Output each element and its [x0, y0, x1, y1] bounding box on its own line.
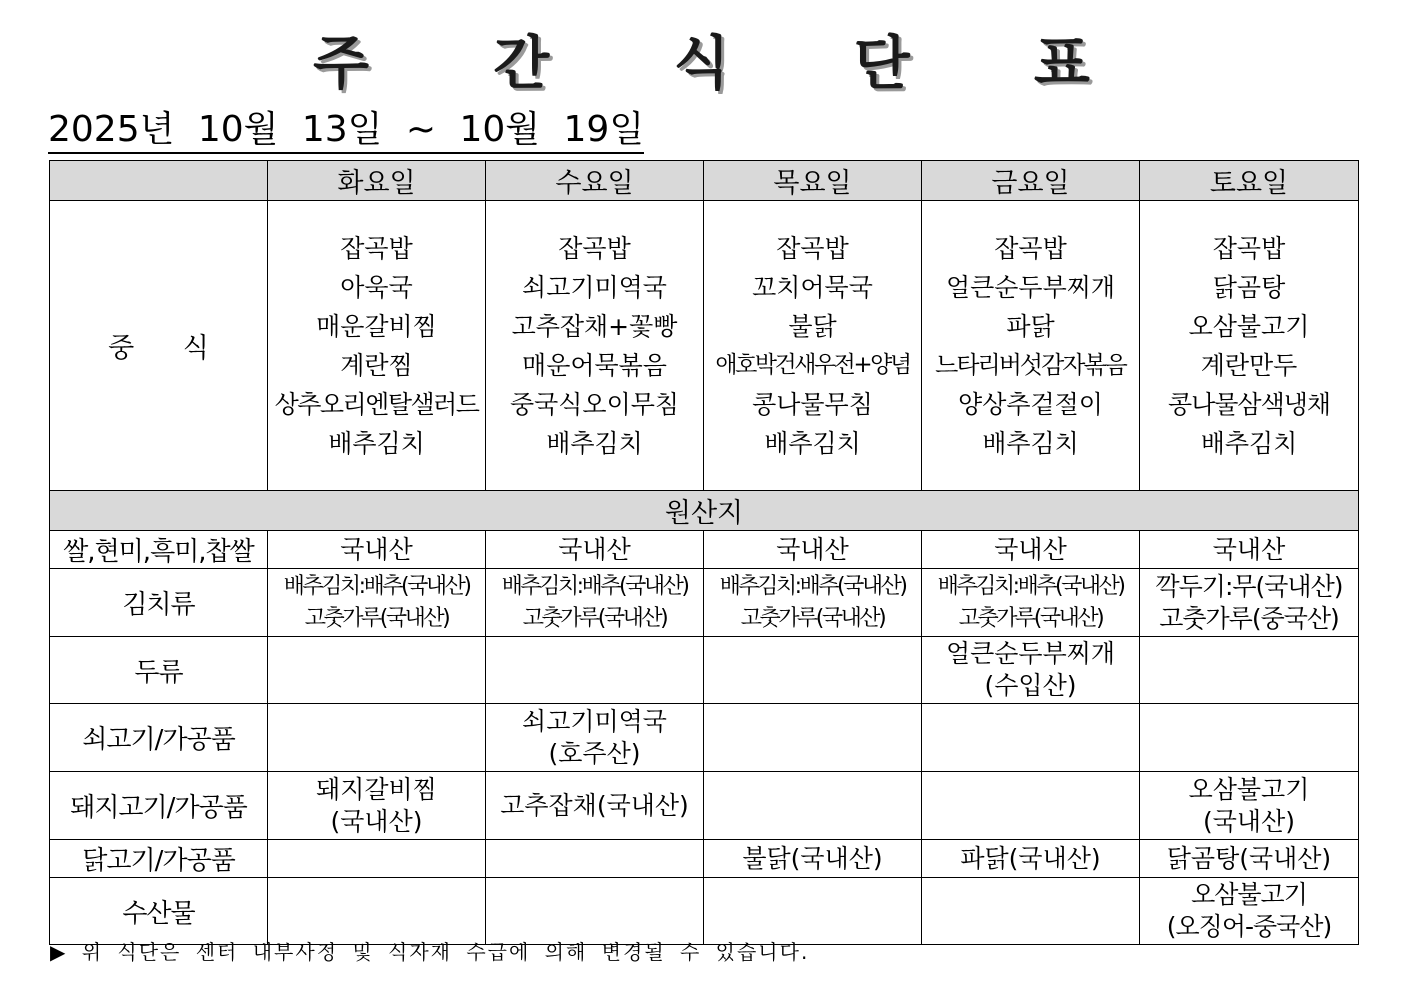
origin-line: (국내산)	[1203, 806, 1295, 836]
origin-row	[50, 772, 1359, 840]
origin-line: 고춧가루(국내산)	[740, 605, 885, 631]
weekly-menu-table	[49, 160, 1359, 945]
origin-cell: 국내산	[1140, 531, 1359, 569]
dish: 매운어묵볶음	[522, 350, 667, 380]
origin-line: 깍두기:무(국내산)	[1155, 571, 1343, 601]
origin-cell	[268, 637, 486, 704]
menu-cell	[704, 201, 922, 491]
origin-line: 배추김치:배추(국내산)	[501, 573, 688, 599]
dish: 계란만두	[1200, 350, 1298, 380]
dish: 배추김치	[764, 428, 861, 458]
origin-row	[50, 704, 1359, 772]
day-header: 화요일	[268, 161, 486, 201]
origin-row	[50, 531, 1359, 569]
origin-cell	[486, 704, 704, 772]
dish: 쇠고기미역국	[522, 272, 667, 302]
origin-row	[50, 878, 1359, 945]
origin-line: (수입산)	[984, 671, 1077, 700]
day-header: 수요일	[486, 161, 704, 201]
footnote: ▶ 위 식단은 센터 내부사정 및 식자재 수급에 의해 변경될 수 있습니다.	[50, 940, 810, 964]
origin-line: 고춧가루(국내산)	[522, 605, 667, 631]
dish: 배추김치	[1200, 428, 1298, 458]
origin-line: (국내산)	[330, 806, 423, 836]
origin-category: 쇠고기/가공품	[50, 704, 268, 772]
origin-category: 두류	[50, 637, 268, 704]
origin-cell	[704, 569, 922, 637]
dish: 양상추겉절이	[958, 389, 1103, 419]
lunch-row	[50, 201, 1359, 491]
origin-category: 수산물	[50, 878, 268, 945]
origin-cell	[922, 704, 1140, 772]
origin-row	[50, 840, 1359, 878]
origin-cell	[922, 569, 1140, 637]
day-header: 금요일	[922, 161, 1140, 201]
origin-line: 고춧가루(국내산)	[958, 605, 1103, 631]
dish: 배추김치	[328, 428, 425, 458]
origin-line: 오삼불고기	[1188, 774, 1310, 804]
origin-cell	[1140, 637, 1359, 704]
corner-cell	[50, 161, 268, 201]
origin-cell	[1140, 569, 1359, 637]
dish: 매운갈비찜	[316, 311, 437, 341]
dish: 잡곡밥	[1212, 233, 1286, 263]
origin-cell	[486, 840, 704, 878]
origin-cell	[704, 704, 922, 772]
origin-cell	[1140, 772, 1359, 840]
origin-line: 얼큰순두부찌개	[945, 639, 1116, 668]
dish: 애호박건새우전+양념	[715, 351, 910, 378]
origin-cell	[922, 772, 1140, 840]
day-header: 목요일	[704, 161, 922, 201]
date-range: 2025년 10월 13일 ~ 10월 19일	[48, 108, 644, 154]
dish: 잡곡밥	[340, 233, 413, 263]
origin-header-row	[50, 491, 1359, 531]
dish: 꼬치어묵국	[752, 272, 873, 302]
origin-row	[50, 637, 1359, 704]
dish: 불닭	[788, 311, 837, 341]
origin-cell: 국내산	[268, 531, 486, 569]
dish: 느타리버섯감자볶음	[935, 350, 1126, 379]
origin-cell: 불닭(국내산)	[704, 840, 922, 878]
origin-cell: 파닭(국내산)	[922, 840, 1140, 878]
day-header-row	[50, 161, 1359, 201]
origin-cell	[268, 878, 486, 945]
origin-cell	[268, 569, 486, 637]
dish: 파닭	[1006, 311, 1055, 341]
origin-cell	[268, 840, 486, 878]
origin-cell	[922, 637, 1140, 704]
origin-cell	[922, 878, 1140, 945]
origin-category: 닭고기/가공품	[50, 840, 268, 878]
origin-title: 원산지	[50, 491, 1359, 531]
origin-category: 김치류	[50, 569, 268, 637]
origin-row	[50, 569, 1359, 637]
origin-line: 고춧가루(중국산)	[1159, 603, 1339, 633]
origin-line: (호주산)	[548, 738, 641, 768]
origin-line: 고추잡채(국내산)	[500, 790, 689, 820]
origin-line: 배추김치:배추(국내산)	[719, 573, 906, 599]
origin-line: 오삼불고기	[1191, 880, 1307, 909]
origin-category: 돼지고기/가공품	[50, 772, 268, 840]
dish: 계란찜	[340, 350, 413, 380]
origin-line: 배추김치:배추(국내산)	[937, 573, 1124, 599]
origin-cell: 국내산	[486, 531, 704, 569]
origin-cell	[1140, 704, 1359, 772]
origin-cell	[704, 772, 922, 840]
origin-line: 쇠고기미역국	[522, 706, 667, 736]
origin-category: 쌀,현미,흑미,찹쌀	[50, 531, 268, 569]
dish: 상추오리엔탈샐러드	[274, 389, 479, 419]
dish: 잡곡밥	[994, 233, 1067, 263]
origin-line: 고춧가루(국내산)	[304, 605, 449, 631]
origin-cell: 국내산	[704, 531, 922, 569]
dish: 잡곡밥	[776, 233, 849, 263]
dish: 아욱국	[340, 272, 413, 302]
origin-cell	[486, 637, 704, 704]
origin-cell: 닭곰탕(국내산)	[1140, 840, 1359, 878]
dish: 오삼불고기	[1188, 311, 1310, 341]
menu-cell	[486, 201, 704, 491]
origin-cell	[704, 878, 922, 945]
origin-cell	[486, 569, 704, 637]
dish: 잡곡밥	[558, 233, 631, 263]
origin-cell	[486, 878, 704, 945]
origin-cell	[486, 772, 704, 840]
dish: 콩나물삼색냉채	[1167, 389, 1331, 419]
menu-cell	[922, 201, 1140, 491]
dish: 콩나물무침	[752, 389, 873, 419]
origin-line: (오징어-중국산)	[1166, 912, 1332, 941]
origin-line: 돼지갈비찜	[316, 774, 437, 804]
origin-cell: 국내산	[922, 531, 1140, 569]
dish: 닭곰탕	[1212, 272, 1286, 302]
menu-cell	[268, 201, 486, 491]
origin-cell	[268, 772, 486, 840]
origin-line: 배추김치:배추(국내산)	[283, 573, 470, 599]
dish: 배추김치	[546, 428, 643, 458]
origin-cell	[704, 637, 922, 704]
origin-cell	[1140, 878, 1359, 945]
page-title: 주 간 식 단 표	[313, 29, 1142, 97]
dish: 배추김치	[982, 428, 1079, 458]
dish: 얼큰순두부찌개	[945, 272, 1116, 302]
dish: 중국식오이무침	[509, 389, 680, 419]
lunch-label: 중 식	[50, 201, 268, 491]
day-header: 토요일	[1140, 161, 1359, 201]
menu-cell	[1140, 201, 1359, 491]
origin-cell	[268, 704, 486, 772]
dish: 고추잡채+꽃빵	[511, 311, 678, 341]
